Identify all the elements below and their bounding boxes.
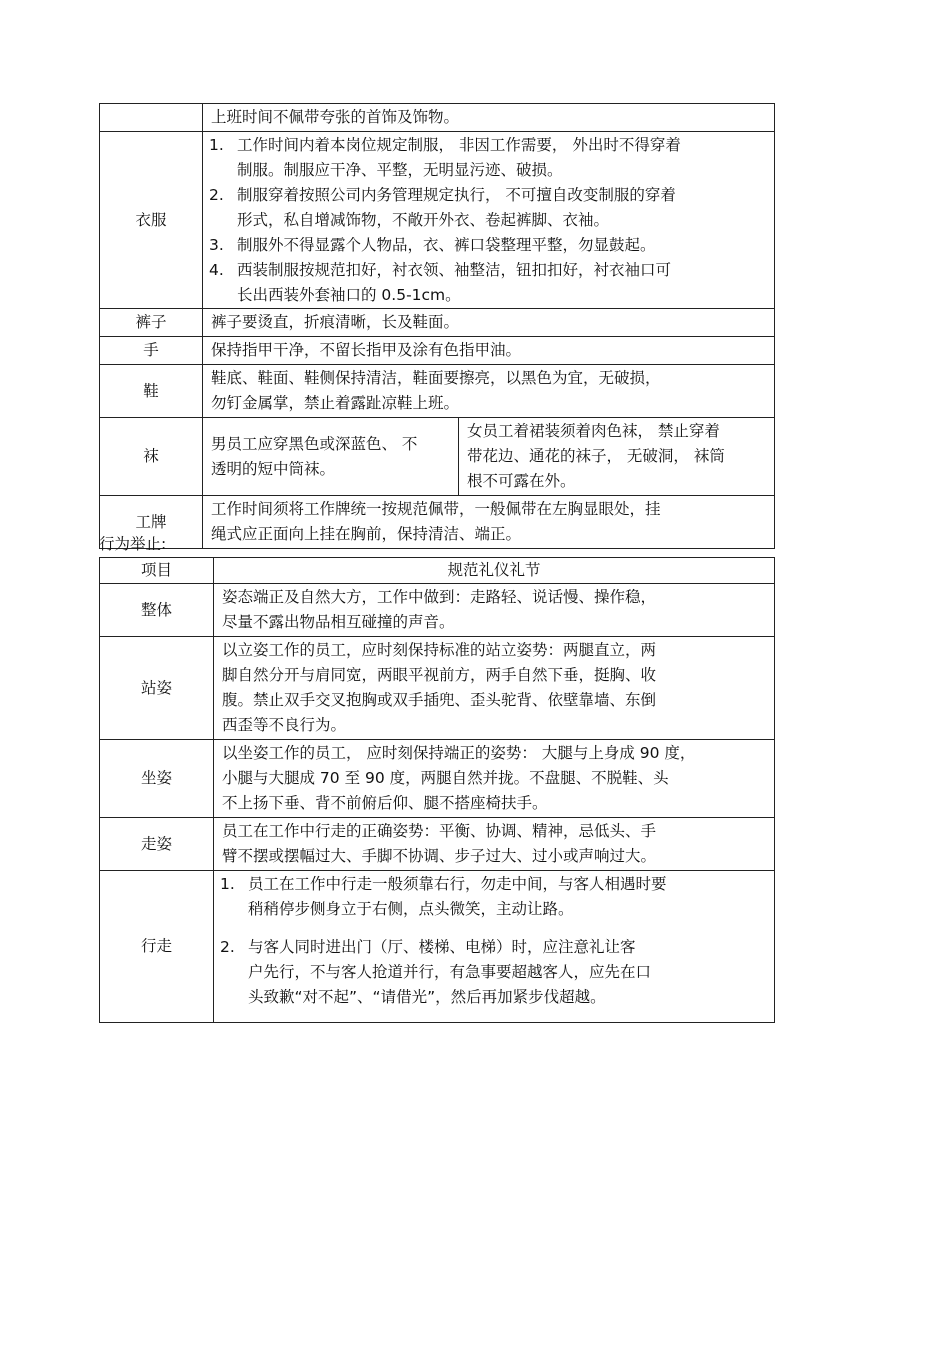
pants-text: 裤子要烫直，折痕清晰，长及鞋面。 xyxy=(203,309,775,337)
walking-item-2: 2. 与客人同时进出门（厅、楼梯、电梯）时，应注意礼让客 户先行，不与客人抢道并行，有急事要超越客人，应先在口 头致歉“对不起”、“请借光”，然后再加紧步伐超越。 xyxy=(220,938,652,1006)
behavior-caption: 行为举止: xyxy=(99,535,167,553)
clothing-item-1: 1. 工作时间内着本岗位规定制服， 非因工作需要， 外出时不得穿着 制服。制服应干净、平整，无明显污迹、破损。 xyxy=(209,136,681,179)
shoes-text: 鞋底、鞋面、鞋侧保持清洁，鞋面要擦亮，以黑色为宜，无破损， 勿钉金属掌，禁止着露趾凉鞋上班。 xyxy=(203,365,775,418)
socks-male-text: 男员工应穿黑色或深蓝色、 不 透明的短中筒袜。 xyxy=(203,418,459,496)
hands-text: 保持指甲干净，不留长指甲及涂有色指甲油。 xyxy=(203,337,775,365)
clothing-item-4: 4. 西装制服按规范扣好，衬衣领、袖整洁，钮扣扣好，衬衣袖口可 长出西装外套袖口的 0.5-1cm。 xyxy=(209,261,672,304)
badge-label: 工牌 xyxy=(100,496,203,549)
row-text-gait: 员工在工作中行走的正确姿势：平衡、协调、精神，忌低头、手 臂不摆或摆幅过大、手脚不协调、步子过大、过小或声响过大。 xyxy=(214,818,775,871)
header-detail: 规范礼仪礼节 xyxy=(214,558,775,584)
shoes-label: 鞋 xyxy=(100,365,203,418)
badge-text: 工作时间须将工作牌统一按规范佩带，一般佩带在左胸显眼处，挂 绳式应正面向上挂在胸前，保持清洁、端正。 xyxy=(203,496,775,549)
row-text-walking xyxy=(214,871,775,1023)
row-text-overall: 姿态端正及自然大方，工作中做到：走路轻、说话慢、操作稳， 尽量不露出物品相互碰撞的声音。 xyxy=(214,584,775,637)
clothing-rules xyxy=(203,132,775,309)
row-label-gait: 走姿 xyxy=(100,818,214,871)
socks-female-text: 女员工着裙装须着肉色袜， 禁止穿着 带花边、通花的袜子， 无破洞， 袜筒 根不可露在外。 xyxy=(459,418,775,496)
row-text-standing: 以立姿工作的员工，应时刻保持标准的站立姿势：两腿直立，两 脚自然分开与肩同宽，两眼平视前方，两手自然下垂，挺胸、收 腹。禁止双手交叉抱胸或双手插兜、歪头驼背、依壁靠墙、东倒 西歪等不良行为。 xyxy=(214,637,775,740)
row-label-sitting: 坐姿 xyxy=(100,740,214,818)
appearance-table xyxy=(99,103,775,549)
socks-label: 袜 xyxy=(100,418,203,496)
row-label-overall: 整体 xyxy=(100,584,214,637)
clothing-item-3: 3. 制服外不得显露个人物品，衣、裤口袋整理平整，勿显鼓起。 xyxy=(209,236,656,254)
pants-label: 裤子 xyxy=(100,309,203,337)
walking-item-1: 1. 员工在工作中行走一般须靠右行，勿走中间，与客人相遇时要 稍稍停步侧身立于右侧，点头微笑，主动让路。 xyxy=(220,875,667,918)
hands-label: 手 xyxy=(100,337,203,365)
accessories-text: 上班时间不佩带夸张的首饰及饰物。 xyxy=(203,104,775,132)
behavior-table xyxy=(99,557,775,1023)
clothing-item-2: 2. 制服穿着按照公司内务管理规定执行， 不可擅自改变制服的穿着 形式，私自增减饰物，不敞开外衣、卷起裤脚、衣袖。 xyxy=(209,186,676,229)
header-item: 项目 xyxy=(100,558,214,584)
row-label-standing: 站姿 xyxy=(100,637,214,740)
clothing-label: 衣服 xyxy=(100,132,203,309)
row-label-walking: 行走 xyxy=(100,871,214,1023)
row-text-sitting: 以坐姿工作的员工， 应时刻保持端正的姿势： 大腿与上身成 90 度， 小腿与大腿成 70 至 90 度，两腿自然并拢。不盘腿、不脱鞋、头 不上扬下垂、背不前俯后仰、腿不搭座椅扶手。 xyxy=(214,740,775,818)
empty-label-cell xyxy=(100,104,203,132)
